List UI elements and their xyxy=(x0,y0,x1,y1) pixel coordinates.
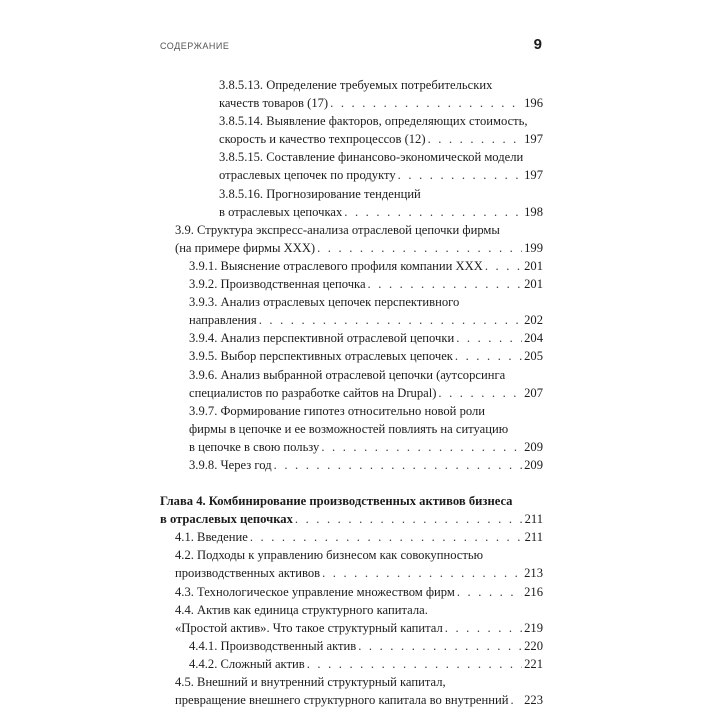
toc-entry-title-line: (на примере фирмы XXX) xyxy=(175,240,316,255)
dot-leader xyxy=(274,456,522,474)
dot-leader xyxy=(259,311,522,329)
toc-entry-title-line: 3.9.5. Выбор перспективных отраслевых цепочек xyxy=(189,349,453,364)
toc-entry-4-5[interactable] xyxy=(160,673,543,709)
dot-leader xyxy=(330,94,522,112)
toc-entry-title-line: «Простой актив». Что такое структурный капитал xyxy=(175,620,443,635)
toc-entry-4-2[interactable] xyxy=(160,546,543,582)
dot-leader xyxy=(321,438,522,456)
toc-chapter-title-line: в отраслевых цепочках xyxy=(160,512,293,527)
toc-page-number: 198 xyxy=(524,204,543,219)
toc-page-number: 220 xyxy=(524,638,543,653)
toc-entry-title-line: 3.9.7. Формирование гипотез относительно новой роли xyxy=(189,403,486,418)
dot-leader xyxy=(398,166,522,184)
toc-entry-title-line: в цепочке в свою пользу xyxy=(189,439,320,454)
toc-page-number: 207 xyxy=(524,385,543,400)
toc-entry-title-line: 4.5. Внешний и внутренний структурный капитал, xyxy=(175,675,446,689)
toc-entry-3-9-6[interactable] xyxy=(160,366,543,402)
toc-entry-title-line: 4.4. Актив как единица структурного капитала. xyxy=(175,602,428,617)
dot-leader xyxy=(445,619,522,637)
toc-entry-title-line: 3.9.3. Анализ отраслевых цепочек перспективного xyxy=(189,295,460,310)
toc-entry-3-9-3[interactable] xyxy=(160,293,543,329)
toc-entry-title-line: 3.8.5.15. Составление финансово-экономической модели xyxy=(219,150,524,165)
toc-entry-title-line: 3.8.5.14. Выявление факторов, определяющих стоимость, xyxy=(219,114,528,129)
dot-leader xyxy=(457,583,522,601)
toc-page-number: 197 xyxy=(524,168,543,183)
toc-entry-title-line: 3.9.2. Производственная цепочка xyxy=(189,277,366,292)
toc-entry-chapter-4[interactable] xyxy=(160,492,543,528)
toc-chapter-title-line: Глава 4. Комбинирование производственных активов бизнеса xyxy=(160,494,513,509)
toc-page-number: 201 xyxy=(524,277,543,292)
toc-page-number: 209 xyxy=(524,439,543,454)
toc-page-number: 221 xyxy=(524,656,543,671)
running-head: СОДЕРЖАНИЕ xyxy=(160,41,230,51)
toc-entry-title-line: качеств товаров (17) xyxy=(219,96,329,111)
toc-entry-title-line: 3.8.5.13. Определение требуемых потребительских xyxy=(219,78,493,92)
toc-entry-title-line: 3.9.4. Анализ перспективной отраслевой цепочки xyxy=(189,331,455,346)
table-of-contents xyxy=(160,76,543,709)
toc-entry-3-9[interactable] xyxy=(160,221,543,257)
toc-page-number: 223 xyxy=(524,693,543,708)
toc-page-number: 211 xyxy=(524,530,543,545)
toc-page-number: 204 xyxy=(524,331,543,346)
toc-entry-title-line: 4.4.2. Сложный актив xyxy=(189,656,305,671)
toc-entry-title-line: 4.2. Подходы к управлению бизнесом как совокупностью xyxy=(175,548,484,563)
toc-entry-3-8-5-16[interactable] xyxy=(160,185,543,221)
dot-leader xyxy=(455,347,522,365)
toc-entry-title-line: в отраслевых цепочках xyxy=(219,204,343,219)
page-number: 9 xyxy=(533,36,542,53)
toc-entry-title-line: 4.4.1. Производственный актив xyxy=(189,638,357,653)
toc-entry-title-line: специалистов по разработке сайтов на Drupal) xyxy=(189,385,437,400)
toc-entry-title-line: производственных активов xyxy=(175,566,321,581)
toc-entry-3-9-2[interactable] xyxy=(160,275,543,293)
toc-page-number: 216 xyxy=(524,584,543,599)
toc-entry-title-line: направления xyxy=(189,313,257,328)
toc-page-number: 201 xyxy=(524,258,543,273)
toc-entry-3-9-1[interactable] xyxy=(160,257,543,275)
dot-leader xyxy=(295,510,523,528)
toc-page-number: 213 xyxy=(524,566,543,581)
toc-page-number: 197 xyxy=(524,132,543,147)
toc-entry-3-8-5-14[interactable] xyxy=(160,112,543,148)
dot-leader xyxy=(438,384,522,402)
dot-leader xyxy=(510,691,522,709)
toc-entry-title-line: 3.8.5.16. Прогнозирование тенденций xyxy=(219,186,421,201)
toc-entry-4-1[interactable] xyxy=(160,528,543,546)
toc-entry-title-line: 3.9.1. Выяснение отраслевого профиля компании XXX xyxy=(189,258,483,273)
toc-entry-4-4-1[interactable] xyxy=(160,637,543,655)
toc-entry-title-line: 4.1. Введение xyxy=(175,530,248,545)
dot-leader xyxy=(485,257,522,275)
toc-entry-title-line: 3.9. Структура экспресс-анализа отраслевой цепочки фирмы xyxy=(175,222,500,237)
toc-entry-3-8-5-15[interactable] xyxy=(160,148,543,184)
toc-entry-3-9-7[interactable] xyxy=(160,402,543,456)
toc-entry-3-8-5-13[interactable] xyxy=(160,76,543,112)
dot-leader xyxy=(368,275,523,293)
toc-entry-3-9-8[interactable] xyxy=(160,456,543,474)
toc-page-number: 209 xyxy=(524,457,543,472)
toc-entry-4-3[interactable] xyxy=(160,583,543,601)
dot-leader xyxy=(428,130,523,148)
toc-page-number: 196 xyxy=(524,96,543,111)
dot-leader xyxy=(307,655,522,673)
toc-page-number: 205 xyxy=(524,349,543,364)
toc-page-number: 211 xyxy=(524,512,543,527)
toc-entry-title-line: фирмы в цепочке и ее возможностей повлиять на ситуацию xyxy=(189,421,509,436)
toc-entry-title-line: 3.9.8. Через год xyxy=(189,457,272,472)
toc-entry-title-line: превращение внешнего структурного капитала во внутренний xyxy=(175,693,509,708)
toc-entry-title-line: 3.9.6. Анализ выбранной отраслевой цепочки (аутсорсинга xyxy=(189,367,506,382)
toc-entry-3-9-5[interactable] xyxy=(160,347,543,365)
toc-entry-4-4-2[interactable] xyxy=(160,655,543,673)
toc-page-number: 199 xyxy=(524,240,543,255)
dot-leader xyxy=(456,329,522,347)
toc-page-number: 219 xyxy=(524,620,543,635)
toc-entry-3-9-4[interactable] xyxy=(160,329,543,347)
dot-leader xyxy=(250,528,523,546)
dot-leader xyxy=(317,239,522,257)
toc-entry-title-line: скорость и качество техпроцессов (12) xyxy=(219,132,426,147)
dot-leader xyxy=(344,203,522,221)
dot-leader xyxy=(358,637,522,655)
dot-leader xyxy=(322,564,522,582)
toc-entry-title-line: отраслевых цепочек по продукту xyxy=(219,168,396,183)
section-gap xyxy=(160,474,543,492)
toc-page-number: 202 xyxy=(524,313,543,328)
toc-entry-4-4[interactable] xyxy=(160,601,543,637)
toc-entry-title-line: 4.3. Технологическое управление множеством фирм xyxy=(175,584,455,599)
